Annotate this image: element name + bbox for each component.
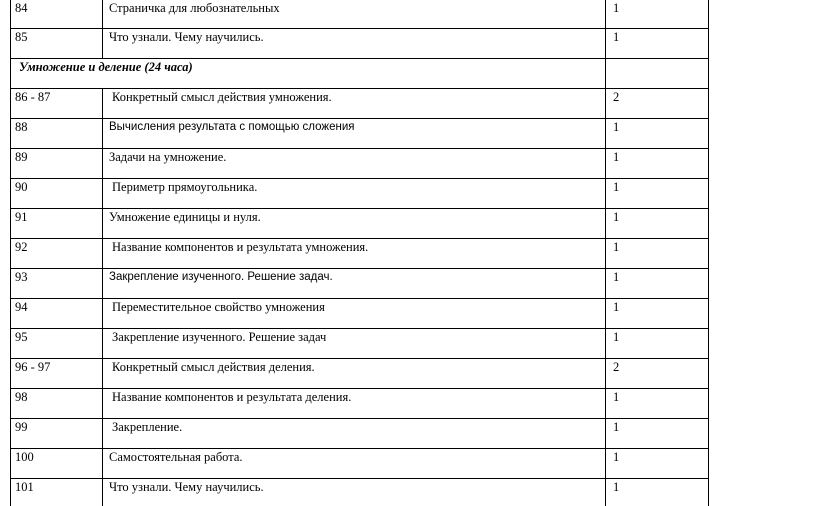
lesson-hours: 1 xyxy=(606,149,709,179)
lesson-number: 93 xyxy=(11,269,103,299)
lesson-hours: 1 xyxy=(606,389,709,419)
lesson-number: 95 xyxy=(11,329,103,359)
lesson-topic: Конкретный смысл действия умножения. xyxy=(103,89,606,119)
table-row xyxy=(11,389,709,419)
lesson-hours: 1 xyxy=(606,449,709,479)
lesson-topic: Умножение единицы и нуля. xyxy=(103,209,606,239)
lesson-topic: Закрепление изученного. Решение задач xyxy=(103,329,606,359)
section-title: Умножение и деление (24 часа) xyxy=(11,59,606,89)
table-row xyxy=(11,269,709,299)
lesson-plan-document xyxy=(10,0,708,506)
lesson-hours: 1 xyxy=(606,29,709,59)
section-hours xyxy=(606,59,709,89)
lesson-number: 98 xyxy=(11,389,103,419)
lesson-number: 84 xyxy=(11,0,103,29)
lesson-plan-table xyxy=(10,0,709,506)
lesson-topic: Название компонентов и результата умножения. xyxy=(103,239,606,269)
lesson-topic: Конкретный смысл действия деления. xyxy=(103,359,606,389)
table-row xyxy=(11,0,709,29)
table-row xyxy=(11,179,709,209)
lesson-hours: 1 xyxy=(606,119,709,149)
lesson-hours: 1 xyxy=(606,479,709,506)
lesson-topic: Периметр прямоугольника. xyxy=(103,179,606,209)
lesson-number: 89 xyxy=(11,149,103,179)
table-row xyxy=(11,419,709,449)
lesson-hours: 1 xyxy=(606,419,709,449)
lesson-hours: 1 xyxy=(606,299,709,329)
lesson-topic: Задачи на умножение. xyxy=(103,149,606,179)
table-row xyxy=(11,29,709,59)
table-row xyxy=(11,149,709,179)
lesson-topic: Что узнали. Чему научились. xyxy=(103,479,606,506)
table-row xyxy=(11,299,709,329)
table-row xyxy=(11,119,709,149)
table-row xyxy=(11,89,709,119)
lesson-topic: Самостоятельная работа. xyxy=(103,449,606,479)
lesson-hours: 1 xyxy=(606,329,709,359)
section-header-row xyxy=(11,59,709,89)
lesson-number: 101 xyxy=(11,479,103,506)
table-row xyxy=(11,239,709,269)
lesson-topic: Вычисления результата с помощью сложения xyxy=(103,119,606,149)
lesson-number: 92 xyxy=(11,239,103,269)
lesson-number: 100 xyxy=(11,449,103,479)
table-row xyxy=(11,209,709,239)
lesson-number: 86 - 87 xyxy=(11,89,103,119)
table-row xyxy=(11,359,709,389)
lesson-number: 91 xyxy=(11,209,103,239)
lesson-number: 88 xyxy=(11,119,103,149)
lesson-hours: 1 xyxy=(606,179,709,209)
lesson-topic: Страничка для любознательных xyxy=(103,0,606,29)
lesson-hours: 2 xyxy=(606,89,709,119)
lesson-number: 94 xyxy=(11,299,103,329)
lesson-number: 99 xyxy=(11,419,103,449)
lesson-number: 96 - 97 xyxy=(11,359,103,389)
lesson-topic: Переместительное свойство умножения xyxy=(103,299,606,329)
lesson-topic: Название компонентов и результата деления. xyxy=(103,389,606,419)
lesson-topic: Закрепление изученного. Решение задач. xyxy=(103,269,606,299)
lesson-hours: 1 xyxy=(606,239,709,269)
lesson-topic: Закрепление. xyxy=(103,419,606,449)
lesson-hours: 1 xyxy=(606,0,709,29)
table-row xyxy=(11,329,709,359)
table-row xyxy=(11,449,709,479)
lesson-topic: Что узнали. Чему научились. xyxy=(103,29,606,59)
lesson-hours: 1 xyxy=(606,269,709,299)
lesson-hours: 1 xyxy=(606,209,709,239)
lesson-number: 90 xyxy=(11,179,103,209)
lesson-number: 85 xyxy=(11,29,103,59)
lesson-hours: 2 xyxy=(606,359,709,389)
